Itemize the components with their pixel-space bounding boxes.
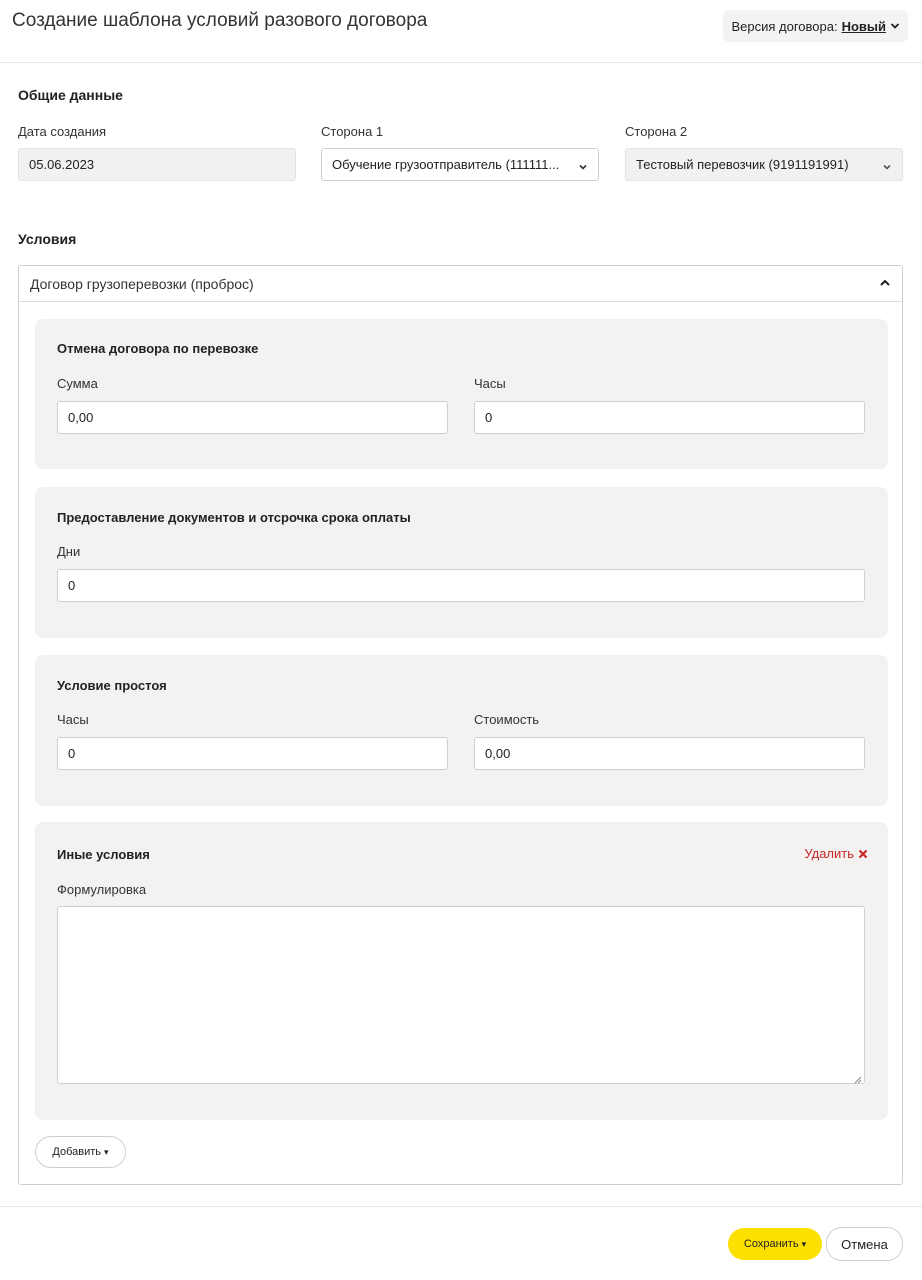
chevron-up-icon[interactable]: [879, 276, 891, 292]
version-value: Новый: [841, 18, 886, 34]
party1-select[interactable]: [321, 148, 599, 181]
cancel-hours-label: Часы: [474, 376, 506, 391]
idle-condition-block: [35, 655, 888, 806]
cancel-sum-label: Сумма: [57, 376, 98, 391]
docs-days-label: Дни: [57, 544, 81, 559]
idle-cost-input[interactable]: [474, 737, 865, 770]
wording-textarea[interactable]: [57, 906, 865, 1084]
general-section-title: Общие данные: [18, 87, 123, 103]
idle-hours-label: Часы: [57, 712, 89, 727]
created-date-field: [18, 148, 296, 181]
party2-select: [625, 148, 903, 181]
idle-cost-value: 0,00: [485, 746, 511, 761]
chevron-down-icon: [578, 160, 588, 170]
add-condition-button[interactable]: [35, 1136, 126, 1168]
save-button[interactable]: [728, 1228, 822, 1260]
cancel-label: Отмена: [841, 1236, 888, 1252]
contract-type-label: Договор грузоперевозки (проброс): [30, 275, 254, 292]
close-icon: [858, 849, 868, 859]
cancel-sum-value: 0,00: [68, 410, 94, 425]
idle-cost-label: Стоимость: [474, 712, 540, 727]
idle-hours-input[interactable]: [57, 737, 448, 770]
cancel-condition-block: [35, 319, 888, 469]
cancel-button[interactable]: [826, 1227, 903, 1261]
conditions-section-title: Условия: [18, 231, 77, 247]
resize-handle-icon[interactable]: [852, 1071, 862, 1081]
caret-down-icon: ▾: [104, 1146, 109, 1157]
version-label: Версия договора:: [731, 18, 838, 34]
docs-days-input[interactable]: [57, 569, 865, 602]
chevron-down-icon: [882, 160, 892, 170]
delete-condition-button[interactable]: [804, 846, 868, 861]
footer-divider: [0, 1206, 922, 1207]
docs-block-title: Предоставление документов и отсрочка срока оплаты: [57, 510, 411, 525]
contract-version-select[interactable]: [723, 10, 908, 42]
delete-label: Удалить: [804, 846, 854, 861]
save-label: Сохранить: [743, 1238, 799, 1250]
created-date-label: Дата создания: [18, 124, 107, 139]
chevron-down-icon: [890, 19, 900, 34]
add-label: Добавить: [52, 1146, 102, 1158]
modal-header: [0, 0, 922, 63]
contract-conditions-panel: [18, 265, 903, 1185]
cancel-hours-value: 0: [485, 410, 493, 425]
docs-condition-block: [35, 487, 888, 638]
party2-value: Тестовый перевозчик (9191191991): [636, 157, 849, 172]
idle-block-title: Условие простоя: [57, 678, 167, 693]
created-date-value: 05.06.2023: [29, 157, 95, 172]
idle-hours-value: 0: [68, 746, 76, 761]
party1-label: Сторона 1: [321, 124, 384, 139]
other-condition-block: [35, 822, 888, 1120]
cancel-hours-input[interactable]: [474, 401, 865, 434]
cancel-sum-input[interactable]: [57, 401, 448, 434]
cancel-block-title: Отмена договора по перевозке: [57, 341, 259, 356]
wording-label: Формулировка: [57, 882, 147, 897]
modal-title: Создание шаблона условий разового договора: [12, 10, 428, 31]
caret-down-icon: ▾: [801, 1238, 807, 1249]
party1-value: Обучение грузоотправитель (111111...: [332, 157, 560, 172]
party2-label: Сторона 2: [625, 124, 688, 139]
contract-type-accordion-header[interactable]: [19, 266, 902, 302]
other-block-title: Иные условия: [57, 847, 150, 862]
docs-days-value: 0: [68, 578, 76, 593]
